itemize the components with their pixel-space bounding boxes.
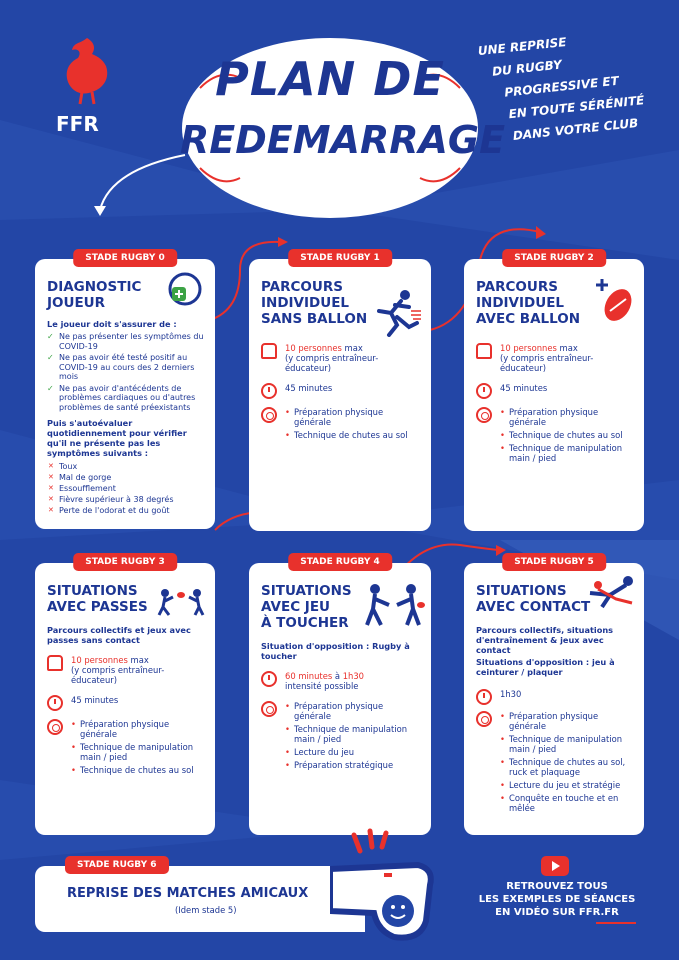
- youtube-play-icon[interactable]: [541, 856, 569, 876]
- card-title: AVEC PASSES: [47, 599, 148, 615]
- target-icon: [476, 711, 492, 727]
- tackle-icon: [580, 573, 640, 613]
- stage-tag: STADE RUGBY 2: [502, 249, 606, 267]
- list-item: • Technique de chutes au sol, ruck et plaquage: [500, 757, 634, 777]
- target-icon: [261, 701, 277, 717]
- stage0-daily: Puis s'autoévaluer quotidiennement pour vérifier qu'il ne présente pas les symptômes suivants :: [47, 418, 187, 458]
- check-item: ✓ Ne pas avoir été testé positif au COVID-19 au cours des 2 derniers mois: [47, 353, 205, 382]
- stage-tag: STADE RUGBY 1: [288, 249, 392, 267]
- tagline-line: UNE REPRISE: [477, 34, 568, 59]
- card-stage-2: [464, 253, 644, 531]
- check-item: ✓ Ne pas présenter les symptômes du COVID-19: [47, 332, 205, 351]
- stopwatch-icon: [261, 671, 277, 687]
- footer-line: RETROUVEZ TOUS: [506, 881, 608, 892]
- people-max: max: [130, 655, 149, 665]
- duration-separator: à: [334, 671, 341, 681]
- list-item: • Lecture du jeu: [285, 747, 421, 757]
- card-stage-3: [35, 557, 215, 835]
- title-line2: REDEMARRAGE: [180, 118, 506, 162]
- people-count: 10 personnes: [500, 343, 557, 353]
- target-icon: [476, 407, 492, 423]
- card-stage-4: [249, 557, 431, 835]
- duration-start: 60 minutes: [285, 671, 333, 681]
- symptom-item: ✕ Essoufflement: [47, 483, 205, 494]
- stage6-note: (Idem stade 5): [175, 905, 237, 915]
- tagline-line: DU RUGBY: [491, 57, 563, 79]
- card-stage-0: [35, 253, 215, 529]
- check-item: ✓ Ne pas avoir d'antécédents de problèmes cardiaques ou d'autres problèmes de santé préexistants: [47, 384, 205, 413]
- target-icon: [47, 719, 63, 735]
- card-desc: Parcours collectifs, situations d'entraînement & jeux avec contact: [476, 625, 614, 655]
- card-title: À TOUCHER: [261, 615, 349, 631]
- tagline-line: PROGRESSIVE ET: [503, 73, 620, 100]
- people-max: max: [559, 343, 578, 353]
- passing-players-icon: [155, 587, 207, 617]
- list-item: • Lecture du jeu et stratégie: [500, 780, 634, 790]
- card-title: AVEC BALLON: [476, 311, 581, 327]
- title-line1: PLAN DE: [215, 52, 445, 106]
- symptom-item: ✕ Fièvre supérieur à 38 degrés: [47, 494, 205, 505]
- card-title: JOUEUR: [47, 295, 106, 311]
- symptom-item: ✕ Toux: [47, 461, 205, 472]
- target-icon: [261, 407, 277, 423]
- card-title: INDIVIDUEL: [476, 295, 565, 311]
- list-item: • Technique de manipulation main / pied: [285, 724, 421, 744]
- tagline-line: DANS VOTRE CLUB: [512, 115, 639, 143]
- footer-line: EN VIDÉO SUR FFR.FR: [495, 907, 619, 918]
- list-item: • Technique de chutes au sol: [500, 430, 634, 440]
- duration: 1h30: [500, 689, 522, 699]
- stage-tag: STADE RUGBY 0: [73, 249, 177, 267]
- people-max: max: [344, 343, 363, 353]
- card-title: AVEC CONTACT: [476, 599, 591, 615]
- card-desc: Situation d'opposition : Rugby à toucher: [261, 641, 410, 661]
- card-desc: Parcours collectifs et jeux avec passes sans contact: [47, 625, 191, 645]
- people-note: (y compris entraîneur-éducateur): [500, 353, 594, 373]
- card-title: SITUATIONS: [47, 583, 138, 599]
- list-item: • Préparation physique générale: [71, 719, 205, 739]
- list-item: • Conquête en touche et en mêlée: [500, 793, 634, 813]
- card-title: SITUATIONS: [261, 583, 352, 599]
- card-stage-5: [464, 557, 644, 835]
- stopwatch-icon: [476, 689, 492, 705]
- duration: 45 minutes: [71, 695, 119, 705]
- stage-tag: STADE RUGBY 4: [288, 553, 392, 571]
- list-item: • Technique de manipulation main / pied: [500, 443, 634, 463]
- people-icon: [261, 343, 277, 359]
- list-item: • Préparation stratégique: [285, 760, 421, 770]
- card-title: SITUATIONS: [476, 583, 567, 599]
- card-desc: Situations d'opposition : jeu à ceinturer / plaquer: [476, 657, 615, 677]
- tagline-line: EN TOUTE SÉRÉNITÉ: [507, 93, 645, 122]
- runner-icon: [371, 287, 423, 337]
- duration-end: 1h30: [342, 671, 365, 681]
- card-title: PARCOURS: [261, 279, 343, 295]
- stage6-title: REPRISE DES MATCHES AMICAUX: [67, 886, 309, 901]
- card-title: SANS BALLON: [261, 311, 368, 327]
- card-title: PARCOURS: [476, 279, 558, 295]
- list-item: • Préparation physique générale: [285, 407, 421, 427]
- stage0-intro: Le joueur doit s'assurer de :: [47, 319, 177, 329]
- list-item: • Technique de manipulation main / pied: [500, 734, 634, 754]
- stopwatch-icon: [261, 383, 277, 399]
- people-count: 10 personnes: [71, 655, 128, 665]
- whistle-icon: [330, 825, 450, 945]
- footer-underline: [596, 922, 636, 924]
- people-icon: [476, 343, 492, 359]
- symptom-item: ✕ Mal de gorge: [47, 472, 205, 483]
- people-icon: [47, 655, 63, 671]
- stage-tag: STADE RUGBY 3: [73, 553, 177, 571]
- footer-line: LES EXEMPLES DE SÉANCES: [478, 894, 636, 905]
- stage-tag: STADE RUGBY 5: [502, 553, 606, 571]
- list-item: • Préparation physique générale: [500, 711, 634, 731]
- people-note: (y compris entraîneur-éducateur): [71, 665, 165, 685]
- card-title: AVEC JEU: [261, 599, 331, 615]
- duration: 45 minutes: [500, 383, 548, 393]
- card-title: INDIVIDUEL: [261, 295, 350, 311]
- card-stage-6: [35, 860, 365, 932]
- touch-players-icon: [361, 581, 427, 631]
- symptom-item: ✕ Perte de l'odorat et du goût: [47, 505, 205, 516]
- list-item: • Technique de chutes au sol: [285, 430, 421, 440]
- list-item: • Technique de chutes au sol: [71, 765, 205, 775]
- ffr-logo-text: FFR: [56, 112, 99, 136]
- duration: 45 minutes: [285, 383, 333, 393]
- stopwatch-icon: [47, 695, 63, 711]
- card-stage-1: [249, 253, 431, 531]
- list-item: • Technique de manipulation main / pied: [71, 742, 205, 762]
- ball-plus-icon: [590, 273, 634, 325]
- footer-cta[interactable]: [462, 880, 652, 924]
- stopwatch-icon: [476, 383, 492, 399]
- list-item: • Préparation physique générale: [500, 407, 634, 427]
- duration-note: intensité possible: [285, 681, 359, 691]
- stage-tag: STADE RUGBY 6: [65, 856, 169, 874]
- list-item: • Préparation physique générale: [285, 701, 421, 721]
- ok-hand-icon: [167, 271, 203, 307]
- people-note: (y compris entraîneur-éducateur): [285, 353, 379, 373]
- card-title: DIAGNOSTIC: [47, 279, 142, 295]
- people-count: 10 personnes: [285, 343, 342, 353]
